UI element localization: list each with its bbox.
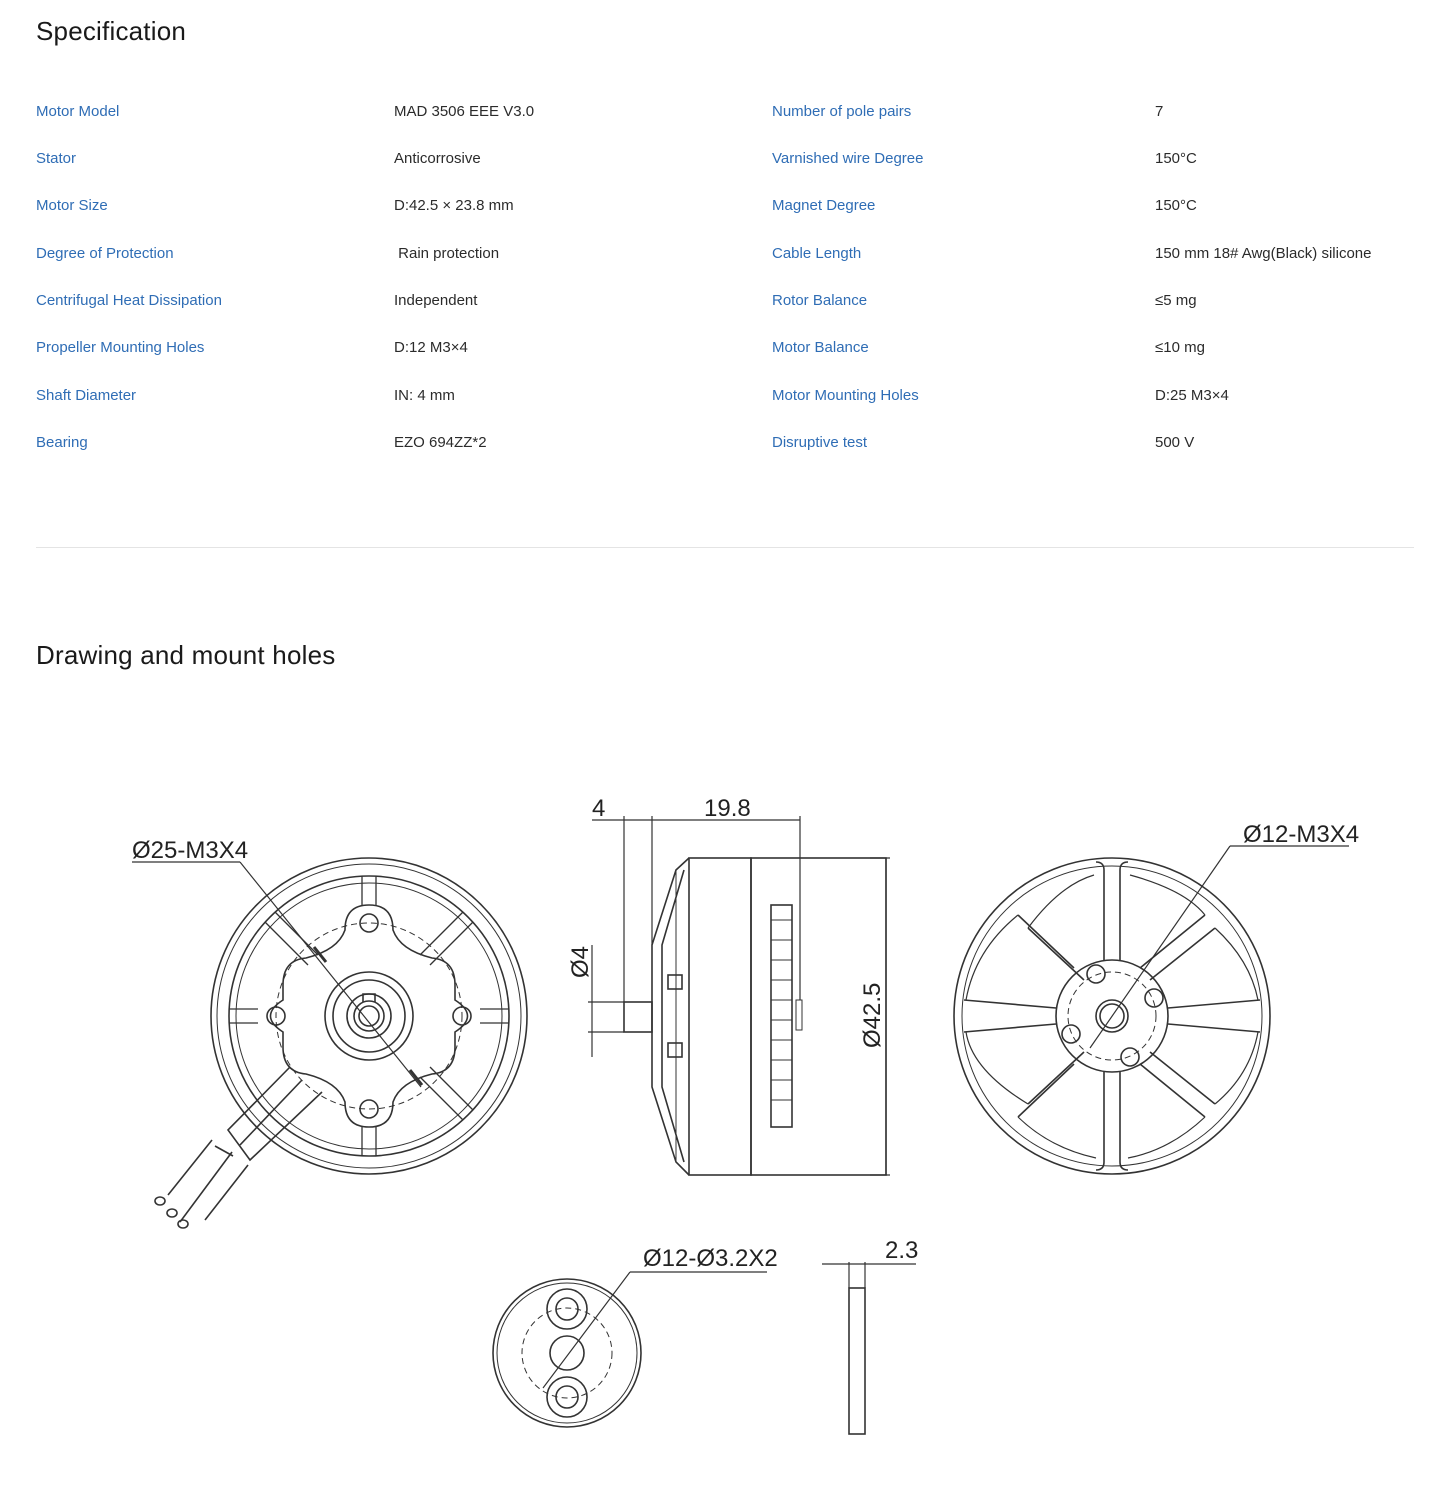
spec-label: Motor Model [36,103,120,120]
body-length-label: 19.8 [704,795,751,822]
spec-label: Number of pole pairs [772,103,912,120]
body-diameter-label: Ø42.5 [859,982,886,1048]
spec-label: Disruptive test [772,434,868,451]
shaft-diameter-label: Ø4 [567,945,594,978]
adapter-thickness-label: 2.3 [885,1237,919,1264]
motor-technical-drawing [0,760,1442,1450]
spec-value: D:25 M3×4 [1155,387,1229,404]
shaft-length-label: 4 [592,795,606,822]
spec-value: IN: 4 mm [394,387,455,404]
spec-row [36,147,1416,171]
spec-value: 150°C [1155,197,1197,214]
spec-label: Bearing [36,434,88,451]
spec-value: ≤5 mg [1155,292,1197,309]
spec-label: Motor Size [36,197,108,214]
spec-value: 150°C [1155,150,1197,167]
spec-row [36,100,1416,124]
spec-value: D:12 M3×4 [394,339,468,356]
spec-label: Motor Balance [772,339,869,356]
spec-row [36,384,1416,408]
base-holes-label: Ø25-M3X4 [132,837,249,864]
spec-label: Propeller Mounting Holes [36,339,205,356]
spec-label: Stator [36,150,77,167]
spec-value: MAD 3506 EEE V3.0 [394,103,535,120]
section-divider [36,547,1414,548]
spec-label: Varnished wire Degree [772,150,924,167]
top-holes-label: Ø12-M3X4 [1243,821,1360,848]
spec-label: Centrifugal Heat Dissipation [36,292,222,309]
spec-label: Cable Length [772,245,862,262]
spec-value: D:42.5 × 23.8 mm [394,197,514,214]
spec-row [36,336,1416,360]
spec-value: ≤10 mg [1155,339,1205,356]
spec-row [36,242,1416,266]
spec-row [36,289,1416,313]
spec-label: Motor Mounting Holes [772,387,919,404]
spec-value: 500 V [1155,434,1195,451]
spec-value: 150 mm 18# Awg(Black) silicone [1155,245,1372,262]
spec-value: 7 [1155,103,1164,120]
drawing-title: Drawing and mount holes [36,640,336,670]
spec-title: Specification [36,16,187,46]
adapter-holes-label: Ø12-Ø3.2X2 [643,1245,778,1272]
spec-label: Degree of Protection [36,245,174,262]
spec-value: Anticorrosive [394,150,481,167]
spec-label: Shaft Diameter [36,387,137,404]
motor-bottom-view [132,858,527,1228]
spec-label: Rotor Balance [772,292,868,309]
spec-value: EZO 694ZZ*2 [394,434,487,451]
spec-row [36,431,1416,455]
motor-top-view [954,846,1349,1174]
spec-label: Magnet Degree [772,197,876,214]
spec-row [36,194,1416,218]
spec-value: Rain protection [394,245,500,262]
motor-side-view [588,816,890,1175]
spec-value: Independent [394,292,478,309]
prop-adapter-view [493,1262,916,1434]
